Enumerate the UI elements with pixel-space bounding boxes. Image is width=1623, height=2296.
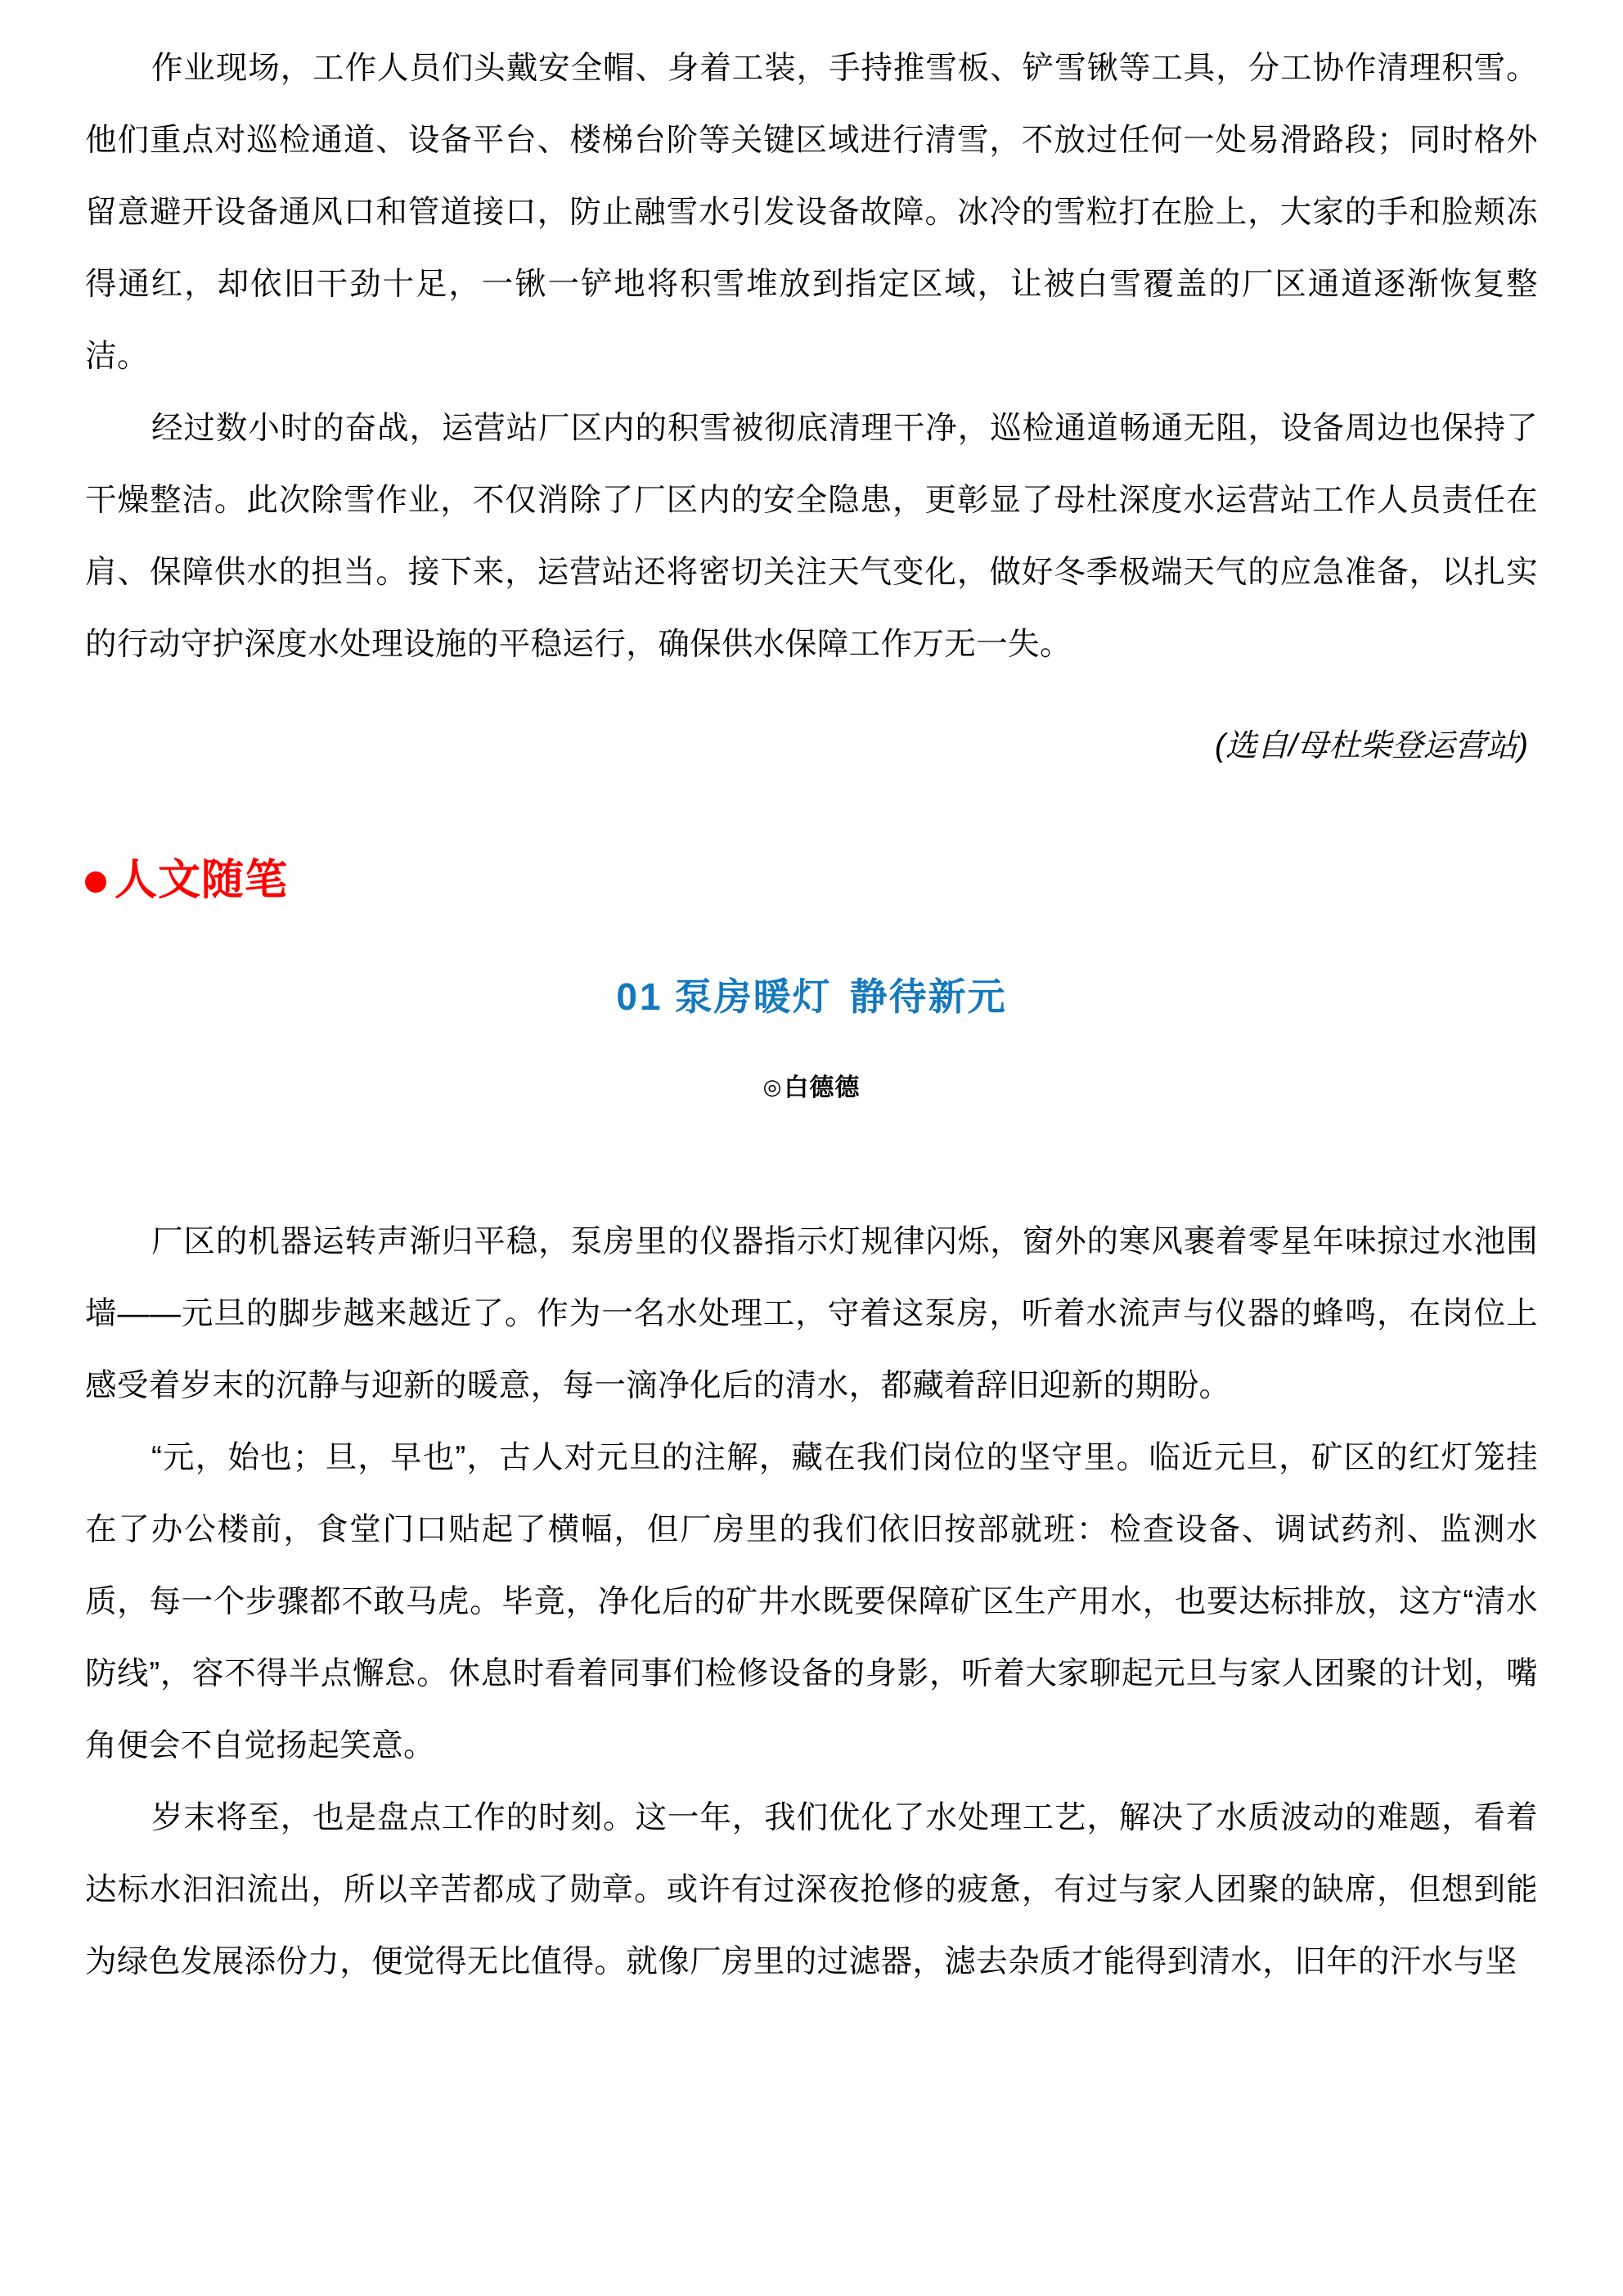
article-byline	[85, 1070, 1538, 1106]
article-number: 01	[616, 975, 663, 1018]
spacer-before-section-heading	[85, 782, 1538, 851]
byline-author-name: 白德德	[784, 1074, 861, 1101]
spacer-after-title	[85, 1023, 1538, 1070]
byline-mark-icon: ◎	[762, 1074, 783, 1099]
article-title	[85, 970, 1538, 1023]
section-heading-humanities-essays	[85, 851, 1538, 910]
article-title-part1: 泵房暖灯	[674, 975, 832, 1018]
essay-paragraph-1: 厂区的机器运转声渐归平稳，泵房里的仪器指示灯规律闪烁，窗外的寒风裹着零星年味掠过水池围墙——元旦的脚步越来越近了。作为一名水处理工，守着这泵房，听着水流声与仪器的蜂鸣，在岗位上感受着岁末的沉静与迎新的暖意，每一滴净化后的清水，都藏着辞旧迎新的期盼。	[85, 1224, 1538, 1403]
section-heading-label: 人文随笔	[115, 857, 289, 904]
spacer-after-section-heading	[85, 910, 1538, 970]
essay-paragraph-3: 岁末将至，也是盘点工作的时刻。这一年，我们优化了水处理工艺，解决了水质波动的难题，看着达标水汩汩流出，所以辛苦都成了勋章。或许有过深夜抢修的疲惫，有过与家人团聚的缺席，但想到能为绿色发展添份力，便觉得无比值得。就像厂房里的过滤器，滤去杂质才能得到清水，旧年的汗水与坚	[85, 1800, 1538, 1979]
article-title-part2: 静待新元	[849, 975, 1007, 1018]
bullet-dot-icon	[85, 871, 106, 893]
spacer-after-byline	[85, 1106, 1538, 1206]
body-paragraph-snow-operations: 作业现场，工作人员们头戴安全帽、身着工装，手持推雪板、铲雪锹等工具，分工协作清理积雪。他们重点对巡检通道、设备平台、楼梯台阶等关键区域进行清雪，不放过任何一处易滑路段；同时格外留意避开设备通风口和管道接口，防止融雪水引发设备故障。冰冷的雪粒打在脸上，大家的手和脸颊冻得通红，却依旧干劲十足，一锹一铲地将积雪堆放到指定区域，让被白雪覆盖的厂区通道逐渐恢复整洁。	[85, 51, 1538, 374]
source-attribution: (选自/母杜柴登运营站)	[1215, 728, 1528, 763]
essay-paragraph-2: “元，始也；旦，早也”，古人对元旦的注解，藏在我们岗位的坚守里。临近元旦，矿区的红灯笼挂在了办公楼前，食堂门口贴起了横幅，但厂房里的我们依旧按部就班：检查设备、调试药剂、监测水质，每一个步骤都不敢马虎。毕竟，净化后的矿井水既要保障矿区生产用水，也要达标排放，这方“清水防线”，容不得半点懈怠。休息时看着同事们检修设备的身影，听着大家聊起元旦与家人团聚的计划，嘴角便会不自觉扬起笑意。	[85, 1440, 1538, 1763]
spacer-before-attribution	[85, 681, 1538, 710]
body-paragraph-snow-results: 经过数小时的奋战，运营站厂区内的积雪被彻底清理干净，巡检通道畅通无阻，设备周边也保持了干燥整洁。此次除雪作业，不仅消除了厂区内的安全隐患，更彰显了母杜深度水运营站工作人员责任在肩、保障供水的担当。接下来，运营站还将密切关注天气变化，做好冬季极端天气的应急准备，以扎实的行动守护深度水处理设施的平稳运行，确保供水保障工作万无一失。	[85, 411, 1538, 662]
